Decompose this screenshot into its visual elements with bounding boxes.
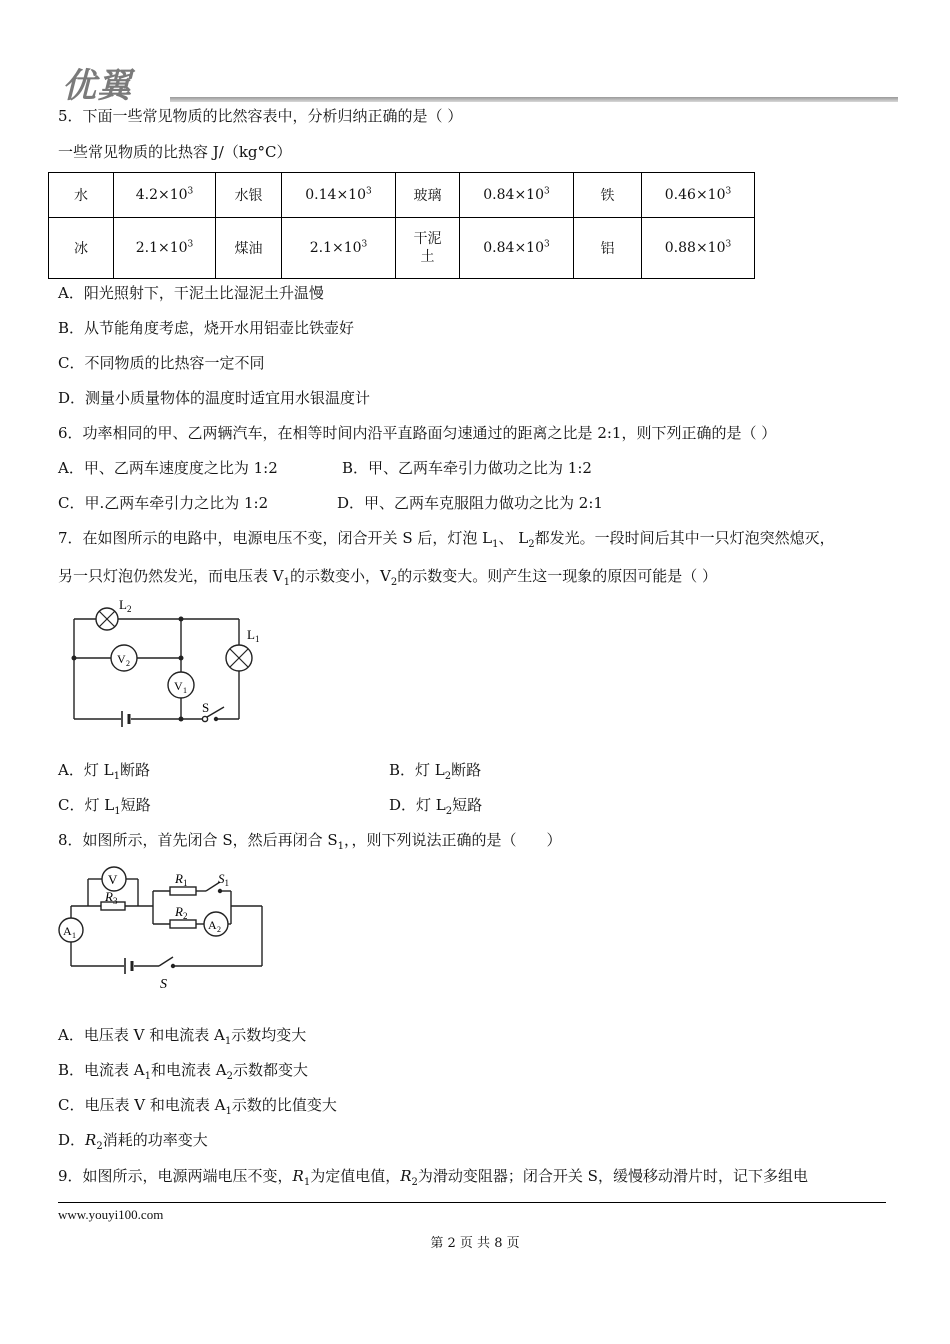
specific-heat-table — [48, 172, 755, 279]
label-s1: $S_1$ — [218, 871, 229, 888]
label-s: S — [202, 700, 210, 715]
label-r1: $R_1$ — [175, 871, 188, 888]
label-r3: $R_3$ — [105, 889, 118, 906]
q6-stem: 6．功率相同的甲、乙两辆汽车，在相等时间内沿平直路面匀速通过的距离之比是 2:1，则下列正确的是（ ） — [58, 424, 777, 442]
svg-text:V: V — [108, 872, 118, 887]
substance-name: 冰 — [49, 218, 114, 279]
ammeter-a2-icon — [204, 912, 228, 936]
q6-option-b: B．甲、乙两车牵引力做功之比为 1:2 — [342, 459, 592, 477]
q7-option-b: B．灯 $L_2$断路 — [389, 761, 482, 782]
label-r2: $R_2$ — [175, 904, 188, 921]
battery-icon — [125, 958, 132, 974]
ammeter-a1-icon — [59, 918, 83, 942]
q7-stem-line2: 另一只灯泡仍然发光，而电压表 $V_1$的示数变小，$V_2$的示数变大。则产生这一现象的原因可能是（ ） — [58, 567, 717, 588]
substance-name: 煤油 — [216, 218, 282, 279]
resistor-r1-icon — [170, 887, 196, 895]
substance-value: $0.84\times 10^3$ — [460, 173, 574, 218]
substance-name: 水 — [49, 173, 114, 218]
svg-text:2: 2 — [126, 659, 130, 668]
q7-wires — [74, 619, 239, 719]
table-row — [49, 218, 755, 279]
lamp-l2-icon — [96, 608, 118, 630]
substance-value: $0.14\times 10^3$ — [282, 173, 396, 218]
q7-stem-line1: 7．在如图所示的电路中，电源电压不变，闭合开关 S 后，灯泡 $L_1$、 $L_2$都发光。一段时间后其中一只灯泡突然熄灭， — [58, 529, 835, 550]
battery-icon — [122, 711, 129, 727]
label-l2: $L_2$ — [119, 597, 132, 614]
q7-option-d: D．灯 $L_2$短路 — [389, 796, 483, 817]
page-number: 第 2 页 共 8 页 — [430, 1236, 520, 1251]
svg-text:V: V — [174, 679, 183, 693]
substance-value: $0.46\times 10^3$ — [642, 173, 755, 218]
table-row — [49, 173, 755, 218]
q6-option-d: D．甲、乙两车克服阻力做功之比为 2:1 — [337, 494, 603, 512]
q8-option-b: B．电流表 $A_1$和电流表 $A_2$示数都变大 — [58, 1061, 308, 1082]
substance-value: $2.1\times 10^3$ — [114, 218, 216, 279]
q7-option-a: A．灯 $L_1$断路 — [58, 761, 150, 782]
q5-option-a: A．阳光照射下，干泥土比湿泥土升温慢 — [58, 284, 324, 302]
footer-url: www.youyi100.com — [58, 1207, 164, 1222]
q8-stem: 8．如图所示，首先闭合 S，然后再闭合 $S_1$，，则下列说法正确的是（ ） — [58, 831, 562, 852]
svg-text:V: V — [117, 652, 126, 666]
q8-option-a: A．电压表 V 和电流表 $A_1$示数均变大 — [58, 1026, 307, 1047]
label-s: S — [160, 977, 167, 992]
substance-name: 玻璃 — [396, 173, 460, 218]
youyi-logo: 优翼 — [62, 66, 132, 106]
substance-name: 干泥土 — [396, 218, 460, 279]
svg-text:2: 2 — [217, 925, 221, 934]
q5-option-c: C．不同物质的比热容一定不同 — [58, 354, 265, 372]
svg-text:A: A — [63, 924, 72, 938]
q8-option-d: D．$R_2$消耗的功率变大 — [58, 1131, 208, 1152]
switch-s-icon — [159, 957, 175, 968]
substance-value: $0.84\times 10^3$ — [460, 218, 574, 279]
substance-name: 铁 — [574, 173, 642, 218]
q7-circuit-diagram — [66, 596, 276, 731]
q5-stem: 5．下面一些常见物质的比然容表中，分析归纳正确的是（ ） — [58, 107, 463, 125]
q6-option-a: A．甲、乙两车速度度之比为 1:2 — [58, 459, 278, 477]
voltmeter-v1-icon — [168, 672, 194, 698]
substance-name: 铝 — [574, 218, 642, 279]
q5-option-d: D．测量小质量物体的温度时适宜用水银温度计 — [58, 389, 371, 407]
header-rule — [170, 97, 898, 102]
q5-table-caption: 一些常见物质的比热容 J/（kg°C） — [58, 143, 292, 161]
q6-option-c: C．甲.乙两车牵引力之比为 1:2 — [58, 494, 269, 512]
lamp-l1-icon — [226, 645, 252, 671]
footer-rule — [58, 1202, 886, 1203]
resistor-r2-icon — [170, 920, 196, 928]
svg-text:1: 1 — [72, 931, 76, 940]
svg-text:1: 1 — [183, 686, 187, 695]
svg-text:A: A — [208, 918, 217, 932]
q9-stem: 9．如图所示，电源两端电压不变，$R_1$为定值电值，$R_2$为滑动变阻器；闭合开关 S，缓慢移动滑片时，记下多组电 — [58, 1167, 808, 1188]
substance-value: $2.1\times 10^3$ — [282, 218, 396, 279]
q5-option-b: B．从节能角度考虑，烧开水用铝壶比铁壶好 — [58, 319, 355, 337]
substance-name: 水银 — [216, 173, 282, 218]
voltmeter-v-icon — [102, 867, 126, 891]
q8-wires — [71, 879, 262, 966]
q7-option-c: C．灯 $L_1$短路 — [58, 796, 151, 817]
substance-value: $0.88\times 10^3$ — [642, 218, 755, 279]
q8-option-c: C．电压表 V 和电流表 $A_1$示数的比值变大 — [58, 1096, 337, 1117]
q8-circuit-diagram — [56, 856, 271, 994]
voltmeter-v2-icon — [111, 645, 137, 671]
label-l1: $L_1$ — [247, 627, 260, 644]
substance-value: $4.2\times 10^3$ — [114, 173, 216, 218]
